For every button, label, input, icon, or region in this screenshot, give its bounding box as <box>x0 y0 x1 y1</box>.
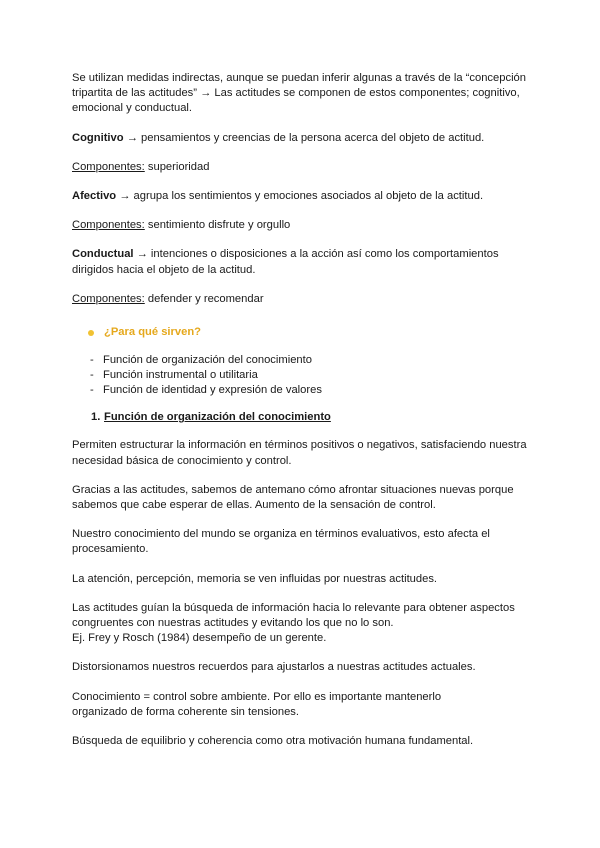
term-cognitivo: Cognitivo <box>72 131 124 144</box>
text-line: Ej. Frey y Rosch (1984) desempeño de un gerente. <box>72 632 327 645</box>
dash-icon: - <box>90 369 94 382</box>
section-title: Función de organización del conocimiento <box>104 411 331 424</box>
definition-text: → pensamientos y creencias de la persona acerca del objeto de actitud. <box>123 131 485 144</box>
text-line: Permiten estructurar la información en términos positivos o negativos, satisfaciendo nuestra <box>72 439 527 452</box>
text-line: necesidad básica de conocimiento y control. <box>72 454 292 467</box>
text-line: Las actitudes guían la búsqueda de información hacia lo relevante para obtener aspectos <box>72 601 515 614</box>
text-line: congruentes con nuestras actitudes y evitando los que no lo son. <box>72 617 394 630</box>
conductual-paragraph <box>72 247 532 277</box>
components-value: superioridad <box>144 160 210 173</box>
components-label: Componentes: <box>72 160 145 173</box>
list-item-text: Función instrumental o utilitaria <box>103 369 258 382</box>
text-line: La atención, percepción, memoria se ven influidas por nuestras actitudes. <box>72 572 438 585</box>
section-number: 1. <box>91 411 101 424</box>
text-line: Se utilizan medidas indirectas, aunque se puedan inferir algunas a través de la “concepción <box>72 72 526 84</box>
question-heading: ¿Para qué sirven? <box>104 326 201 339</box>
paragraph-2 <box>72 483 532 513</box>
conductual-components <box>72 292 532 307</box>
section-heading <box>91 410 532 425</box>
cognitivo-paragraph <box>72 131 532 146</box>
paragraph-5 <box>72 601 532 647</box>
text-line: organizado de forma coherente sin tensiones. <box>72 705 300 718</box>
text-line: Distorsionamos nuestros recuerdos para ajustarlos a nuestras actitudes actuales. <box>72 661 476 674</box>
question-bullet <box>88 325 532 340</box>
term-conductual: Conductual <box>72 248 134 261</box>
paragraph-8 <box>72 734 532 749</box>
bullet-dot-icon <box>88 330 94 336</box>
paragraph-3 <box>72 527 532 557</box>
text-line: Nuestro conocimiento del mundo se organiza en términos evaluativos, esto afecta el <box>72 528 490 541</box>
afectivo-components <box>72 218 532 233</box>
definition-text: dirigidos hacia el objeto de la actitud. <box>72 263 256 276</box>
document-page <box>72 71 532 763</box>
list-item-text: Función de organización del conocimiento <box>103 354 312 367</box>
functions-list <box>90 353 532 398</box>
text-line: Gracias a las actitudes, sabemos de antemano cómo afrontar situaciones nuevas porque <box>72 483 514 496</box>
text-line: sabemos que cabe esperar de ellas. Aumento de la sensación de control. <box>72 499 436 512</box>
list-item <box>90 368 532 383</box>
term-afectivo: Afectivo <box>72 190 117 203</box>
paragraph-1 <box>72 438 532 468</box>
components-label: Componentes: <box>72 219 145 232</box>
list-item <box>90 353 532 368</box>
definition-text: → intenciones o disposiciones a la acción así como los comportamientos <box>133 248 499 261</box>
text-line: Conocimiento = control sobre ambiente. Por ello es importante mantenerlo <box>72 690 442 703</box>
text-line: Búsqueda de equilibrio y coherencia como otra motivación humana fundamental. <box>72 735 474 748</box>
dash-icon: - <box>90 384 94 397</box>
components-value: defender y recomendar <box>144 292 264 305</box>
intro-paragraph <box>72 71 532 117</box>
afectivo-paragraph <box>72 189 532 204</box>
dash-icon: - <box>90 354 94 367</box>
text-line: emocional y conductual. <box>72 102 193 115</box>
paragraph-7 <box>72 690 532 720</box>
list-item-text: Función de identidad y expresión de valores <box>103 384 322 397</box>
list-item <box>90 383 532 398</box>
paragraph-4 <box>72 572 532 587</box>
components-label: Componentes: <box>72 292 145 305</box>
paragraph-6 <box>72 660 532 675</box>
components-value: sentimiento disfrute y orgullo <box>144 219 291 232</box>
text-line: procesamiento. <box>72 543 149 556</box>
text-line: tripartita de las actitudes” → Las actitudes se componen de estos componentes; cognitivo, <box>72 87 520 100</box>
definition-text: → agrupa los sentimientos y emociones asociados al objeto de la actitud. <box>116 190 484 203</box>
cognitivo-components <box>72 160 532 175</box>
